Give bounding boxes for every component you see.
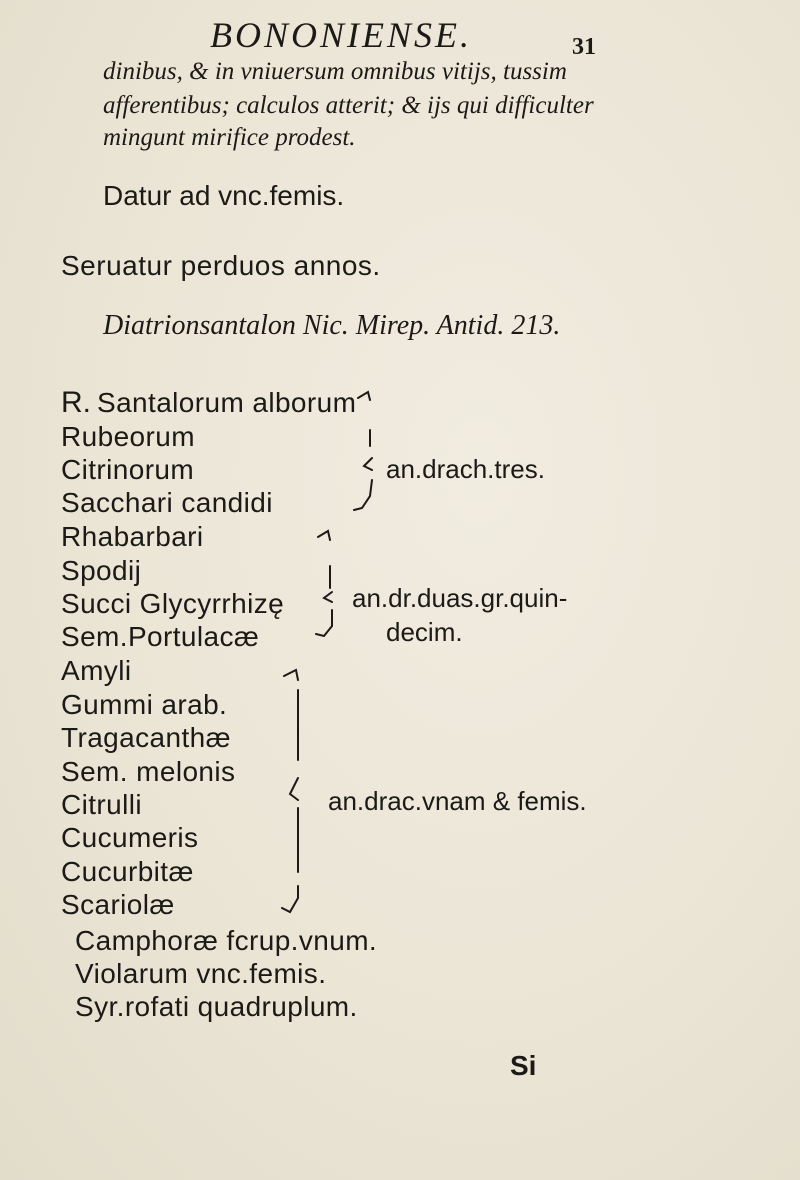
ingredient-syr-rosati: Syr.rofati quadruplum.	[75, 991, 358, 1022]
ingredient-gummi-arab: Gummi arab.	[61, 689, 228, 720]
ingredient-camphore: Camphoræ fcrup.vnum.	[75, 925, 378, 956]
brace-group-3	[282, 670, 298, 912]
running-head: BONONIENSE.	[210, 15, 472, 55]
ingredient-tragacanthe: Tragacanthæ	[61, 722, 231, 753]
rx-prefix: R.	[61, 386, 91, 419]
ingredient-sem-melonis: Sem. melonis	[61, 756, 236, 787]
brace-group-1	[354, 392, 372, 510]
ingredient-sacchari: Sacchari candidi	[61, 487, 273, 518]
preceding-text-line-2: afferentibus; calculos atterit; & ijs qui difficulter	[103, 92, 594, 119]
dosage-instruction: Datur ad vnc.femis.	[103, 180, 345, 211]
brace-group-2	[316, 531, 332, 636]
ingredient-rubeorum: Rubeorum	[61, 421, 195, 452]
ingredient-rhabarbari: Rhabarbari	[61, 521, 204, 552]
ingredient-santalorum: Santalorum alborum	[97, 387, 357, 418]
ingredient-cucumeris: Cucumeris	[61, 822, 199, 853]
page-number: 31	[572, 34, 596, 60]
ingredient-sem-portulace: Sem.Portulacæ	[61, 621, 260, 652]
dose-group-3: an.drac.vnam & femis.	[328, 786, 587, 816]
ingredient-scariole: Scariolæ	[61, 889, 175, 920]
storage-instruction: Seruatur perduos annos.	[61, 250, 381, 281]
ingredient-citrulli: Citrulli	[61, 789, 142, 820]
ingredient-amyli: Amyli	[61, 655, 132, 686]
dose-group-1: an.drach.tres.	[386, 454, 545, 484]
preceding-text-line-1: dinibus, & in vniuersum omnibus vitijs, tussim	[103, 58, 567, 85]
preceding-text-line-3: mingunt mirifice prodest.	[103, 124, 356, 151]
ingredient-cucurbite: Cucurbitæ	[61, 856, 194, 887]
ingredient-spodij: Spodij	[61, 555, 142, 586]
dose-group-2-line-1: an.dr.duas.gr.quin-	[352, 583, 568, 613]
recipe-title: Diatrionsantalon Nic. Mirep. Antid. 213.	[103, 310, 561, 341]
ingredient-succi-glycyrrhize: Succi Glycyrrhizę	[61, 588, 285, 619]
dose-group-2-line-2: decim.	[386, 617, 463, 647]
ingredient-citrinorum: Citrinorum	[61, 454, 195, 485]
catchword: Si	[510, 1050, 537, 1081]
ingredient-violarum: Violarum vnc.femis.	[75, 958, 327, 989]
